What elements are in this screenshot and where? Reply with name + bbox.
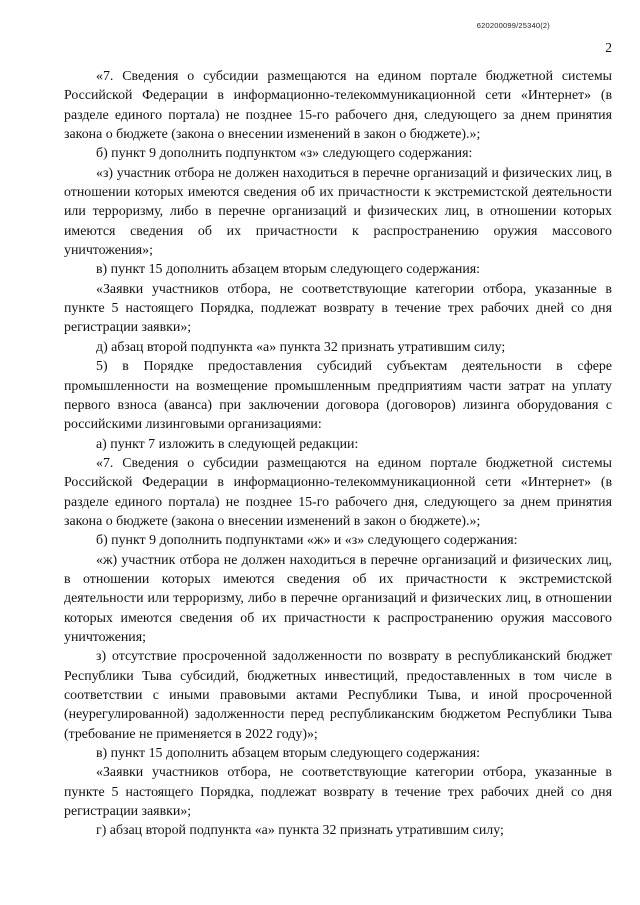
paragraph: «з) участник отбора не должен находиться в перечне организаций и физических лиц, в отношении которых имеются сведения об их причастности к экстремистской деятельности или терроризму, либо в перечне организаций и физических лиц, в отношении которых имеются сведения об их причастности к распространению оружия массового уничтожения»; (64, 165, 612, 259)
paragraph: 5) в Порядке предоставления субсидий субъектам деятельности в сфере промышленности на возмещение промышленным предприятиям части затрат на уплату первого взноса (аванса) при заключении договора (договоров) лизинга оборудования с российскими лизинговыми организациями: (64, 359, 612, 433)
paragraph: б) пункт 9 дополнить подпунктом «з» следующего содержания: (96, 146, 473, 162)
paragraph: з) отсутствие просроченной задолженности по возврату в республиканский бюджет Республики Тыва субсидий, бюджетных инвестиций, предоставленных в том числе в соответствии с иными правовыми актами Республики Тыва, и иной просроченной (неурегулированной) задолженности перед республиканским бюджетом Республики Тыва (требование не применяется в 2022 году)»; (64, 649, 612, 742)
paragraph: «Заявки участников отбора, не соответствующие категории отбора, указанные в пункте 5 настоящего Порядка, подлежат возврату в течение трех рабочих дней со дня регистрации заявки»; (64, 281, 612, 336)
paragraph: «7. Сведения о субсидии размещаются на едином портале бюджетной системы Российской Федерации в информационно-телекоммуникационной сети «Интернет» (в разделе единого портала) не позднее 15-го рабочего дня, следующего за днем принятия закона о бюджете (закона о внесении изменений в закон о бюджете).»; (64, 455, 612, 529)
document-body (64, 67, 612, 841)
paragraph: д) абзац второй подпункта «а» пункта 32 признать утратившим силу; (96, 339, 506, 355)
paragraph: «7. Сведения о субсидии размещаются на едином портале бюджетной системы Российской Федерации в информационно-телекоммуникационной сети «Интернет» (в разделе единого портала) не позднее 15-го рабочего дня, следующего за днем принятия закона о бюджете (закона о внесении изменений в закон о бюджете).»; (64, 69, 612, 143)
paragraph: «Заявки участников отбора, не соответствующие категории отбора, указанные в пункте 5 настоящего Порядка, подлежат возврату в течение трех рабочих дней со дня регистрации заявки»; (64, 765, 612, 820)
document-number: 620200099/25340(2) (476, 21, 550, 30)
paragraph: в) пункт 15 дополнить абзацем вторым следующего содержания: (96, 262, 481, 278)
paragraph: г) абзац второй подпункта «а» пункта 32 признать утратившим силу; (96, 823, 504, 839)
paragraph: а) пункт 7 изложить в следующей редакции: (96, 436, 359, 452)
paragraph: «ж) участник отбора не должен находиться в перечне организаций и физических лиц, в отношении которых имеются сведения об их причастности к экстремистской деятельности или терроризму, либо в перечне организаций и физических лиц, в отношении которых имеются сведения об их причастности к распространению оружия массового уничтожения; (64, 552, 612, 645)
paragraph: в) пункт 15 дополнить абзацем вторым следующего содержания: (96, 746, 481, 762)
page-number: 2 (605, 40, 612, 55)
paragraph: б) пункт 9 дополнить подпунктами «ж» и «з» следующего содержания: (96, 533, 518, 549)
